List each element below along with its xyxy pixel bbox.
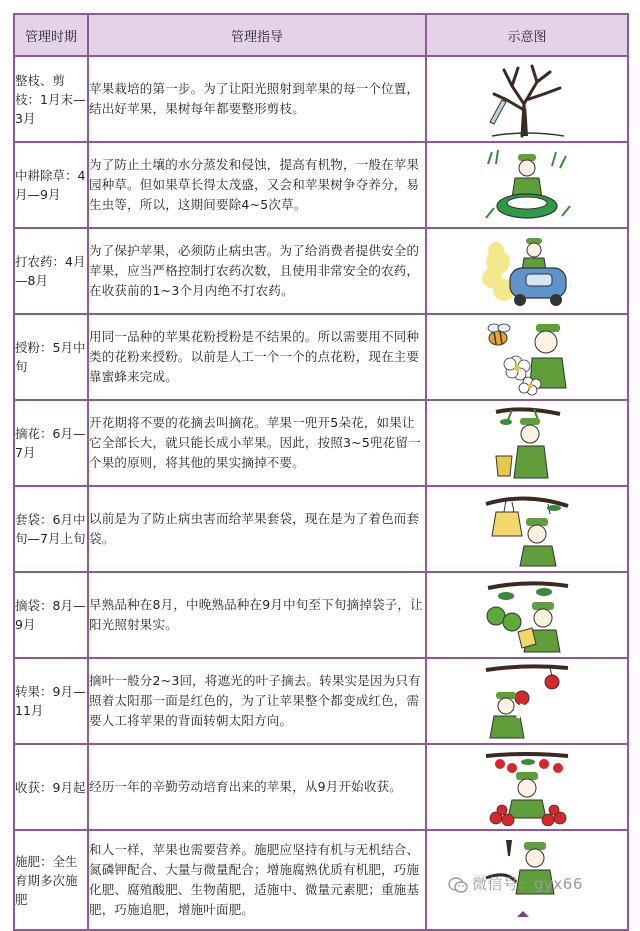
row-guide: 为了保护苹果，必须防止病虫害。为了给消费者提供安全的苹果，应当严格控制打农药次数，且使用非常安全的农药，在收获前的1~3个月内绝不打农药。 <box>88 228 426 314</box>
row-period: 施肥：全生育期多次施肥 <box>14 830 88 930</box>
table-row <box>14 142 628 228</box>
mowing-farmer-icon <box>482 146 572 224</box>
row-guide: 为了防止土壤的水分蒸发和侵蚀，提高有机物，一般在苹果园种草。但如果草长得太茂盛，又会和苹果树争夺养分，易生虫等，所以，这期间要除4~5次草。 <box>88 142 426 228</box>
row-period: 摘袋：8月—9月 <box>14 572 88 658</box>
apple-management-table <box>13 13 629 931</box>
header-illustration: 示意图 <box>426 14 628 56</box>
row-period: 整枝、剪枝：1月末—3月 <box>14 56 88 142</box>
table-row <box>14 658 628 744</box>
table-row <box>14 314 628 400</box>
table-row <box>14 56 628 142</box>
bag-removal-icon <box>482 576 572 654</box>
harvest-icon <box>482 748 572 826</box>
row-guide: 经历一年的辛勤劳动培育出来的苹果，从9月开始收获。 <box>88 744 426 830</box>
row-guide: 摘叶一般分2~3回，将遮光的叶子摘去。转果实是因为只有照着太阳那一面是红色的，为了让苹果整个都变成红色，需要人工将苹果的背面转朝太阳方向。 <box>88 658 426 744</box>
row-period: 中耕除草：4月—9月 <box>14 142 88 228</box>
table-row <box>14 400 628 486</box>
row-guide: 以前是为了防止病虫害而给苹果套袋，现在是为了着色而套袋。 <box>88 486 426 572</box>
pruning-tree-icon <box>482 60 572 138</box>
flower-picking-icon <box>482 404 572 482</box>
table-row <box>14 744 628 830</box>
wechat-icon <box>448 876 468 894</box>
wechat-watermark <box>448 873 583 894</box>
table-row <box>14 486 628 572</box>
header-guide: 管理指导 <box>88 14 426 56</box>
row-period: 摘花：6月—7月 <box>14 400 88 486</box>
apple-turning-icon <box>482 662 572 740</box>
table-header-row <box>14 14 628 56</box>
row-period: 打农药：4月—8月 <box>14 228 88 314</box>
row-guide: 开花期将不要的花摘去叫摘花。苹果一兜开5朵花，如果让它全部长大，就只能长成小苹果。因此，按照3~5兜花留一个果的原则，将其他的果实摘掉不要。 <box>88 400 426 486</box>
spraying-vehicle-icon <box>482 232 572 310</box>
bee-pollination-icon <box>482 318 572 396</box>
row-period: 套袋：6月中旬—7月上旬 <box>14 486 88 572</box>
table-row <box>14 228 628 314</box>
row-guide: 用同一品种的苹果花粉授粉是不结果的。所以需要用不同种类的花粉来授粉。以前是人工一个一个的点花粉，现在主要靠蜜蜂来完成。 <box>88 314 426 400</box>
header-period: 管理时期 <box>14 14 88 56</box>
bagging-icon <box>482 490 572 568</box>
row-period: 转果：9月—11月 <box>14 658 88 744</box>
table-row <box>14 572 628 658</box>
row-period: 收获：9月起 <box>14 744 88 830</box>
row-guide: 苹果栽培的第一步。为了让阳光照射到苹果的每一个位置，结出好苹果，果树每年都要整形剪枝。 <box>88 56 426 142</box>
row-guide: 和人一样，苹果也需要营养。施肥应坚持有机与无机结合、氮磷钾配合、大量与微量配合；增施腐熟优质有机肥，巧施化肥、腐殖酸肥、生物菌肥，适施中、微量元素肥；重施基肥，巧施追肥，增施叶面肥。 <box>88 830 426 930</box>
corner-triangle <box>517 911 529 917</box>
row-guide: 早熟品种在8月，中晚熟品种在9月中旬至下旬摘掉袋子，让阳光照射果实。 <box>88 572 426 658</box>
row-period: 授粉：5月中旬 <box>14 314 88 400</box>
watermark-text: 微信号：gyx66 <box>472 875 583 893</box>
